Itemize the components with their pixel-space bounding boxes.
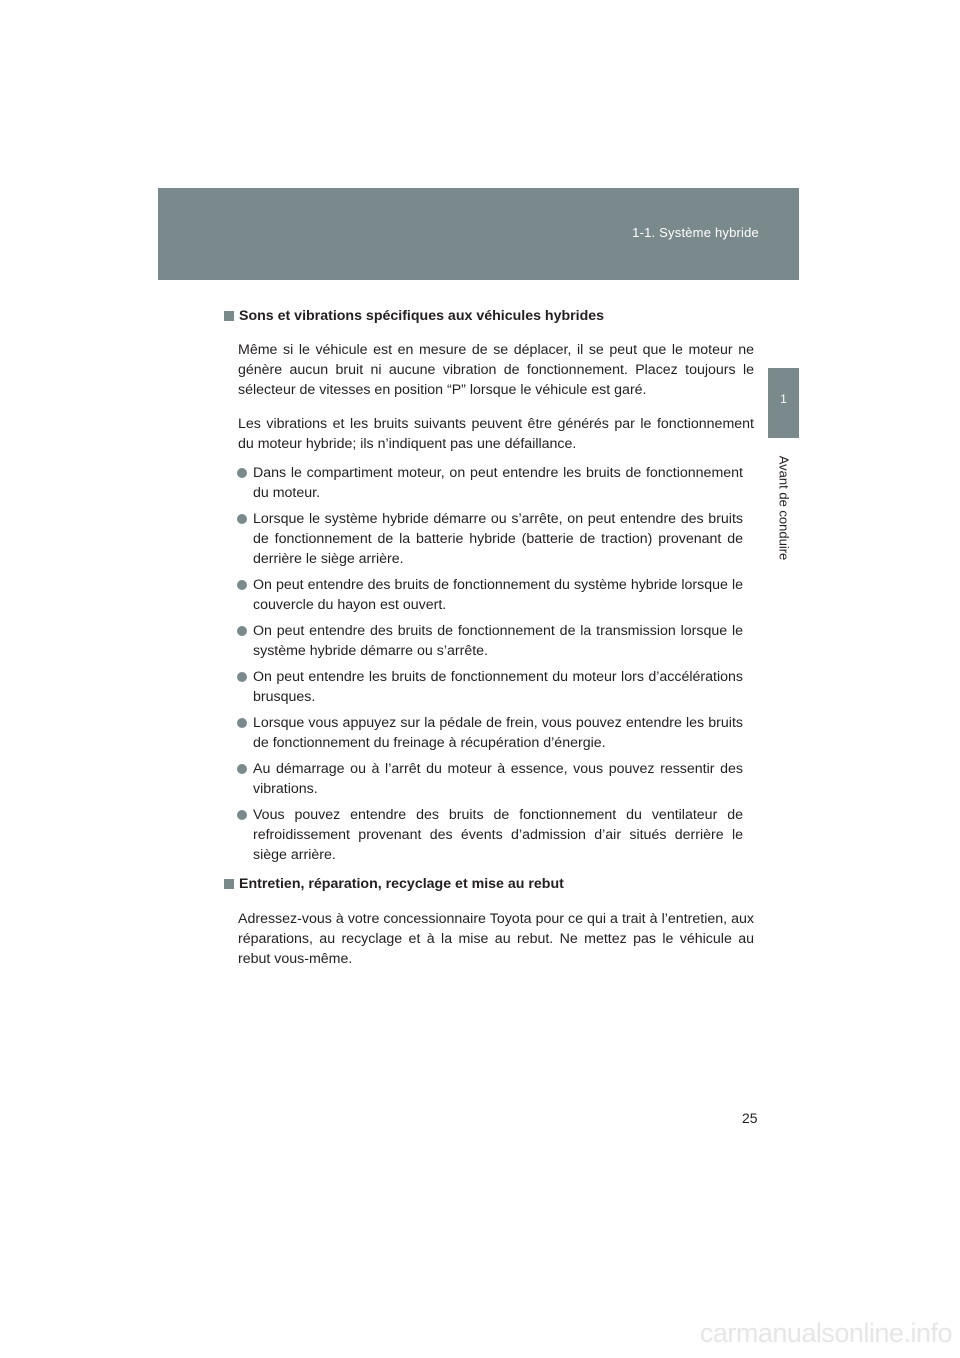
circle-bullet-icon <box>237 764 247 774</box>
list-item-text: Au démarrage ou à l’arrêt du moteur à essence, vous pouvez ressentir des vibrations. <box>253 761 743 798</box>
list-item <box>253 805 743 865</box>
paragraph: Adressez-vous à votre concessionnaire Toyota pour ce qui a trait à l’entretien, aux réparations, au recyclage et à la mise au rebut. Ne mettez pas le véhicule au rebut vous-même. <box>238 910 754 967</box>
list-item-text: Dans le compartiment moteur, on peut entendre les bruits de fonctionnement du moteur. <box>253 465 743 502</box>
list-item-text: Vous pouvez entendre des bruits de fonctionnement du ventilateur de refroidissement provenant des évents d’admission d’air situés derrière le siège arrière. <box>253 807 743 864</box>
chapter-label: Avant de conduire <box>776 455 792 561</box>
list-item-text: On peut entendre des bruits de fonctionnement du système hybride lorsque le couvercle du hayon est ouvert. <box>253 577 743 614</box>
list-item-text: On peut entendre des bruits de fonctionnement de la transmission lorsque le système hybride démarre ou s’arrête. <box>253 623 743 660</box>
bullet-list <box>224 463 754 865</box>
square-bullet-icon <box>224 879 234 889</box>
chapter-number: 1 <box>780 392 787 406</box>
list-item <box>253 759 743 799</box>
list-item <box>253 713 743 753</box>
section-heading-text: Sons et vibrations spécifiques aux véhicules hybrides <box>239 308 605 324</box>
circle-bullet-icon <box>237 580 247 590</box>
circle-bullet-icon <box>237 672 247 682</box>
list-item <box>253 621 743 661</box>
section-heading-text: Entretien, réparation, recyclage et mise au rebut <box>239 876 564 893</box>
list-item-text: On peut entendre les bruits de fonctionnement du moteur lors d’accélérations brusques. <box>253 669 743 706</box>
chapter-label-container <box>774 446 794 570</box>
circle-bullet-icon <box>237 626 247 636</box>
main-content <box>224 306 754 978</box>
circle-bullet-icon <box>237 468 247 478</box>
header-band <box>158 188 799 280</box>
page-number: 25 <box>742 1110 758 1126</box>
section-title: 1-1. Système hybride <box>632 225 759 240</box>
section-heading-maintenance <box>224 874 754 894</box>
list-item-text: Lorsque vous appuyez sur la pédale de frein, vous pouvez entendre les bruits de fonctionnement du freinage à récupération d’énergie. <box>253 715 743 752</box>
circle-bullet-icon <box>237 514 247 524</box>
list-item <box>253 509 743 569</box>
chapter-tab <box>768 368 799 438</box>
watermark: carmanualsonline.info <box>699 1318 952 1348</box>
list-item <box>253 575 743 615</box>
paragraph: Les vibrations et les bruits suivants peuvent être générés par le fonctionnement du moteur hybride; ils n’indiquent pas une défaillance. <box>238 416 754 453</box>
list-item <box>253 667 743 707</box>
list-item <box>253 463 743 503</box>
circle-bullet-icon <box>237 810 247 820</box>
paragraph: Même si le véhicule est en mesure de se déplacer, il se peut que le moteur ne génère aucun bruit ni aucune vibration de fonctionnement. Placez toujours le sélecteur de vitesses en position “P” lorsque le véhicule est garé. <box>238 342 754 399</box>
section-heading-sounds <box>224 306 754 326</box>
square-bullet-icon <box>224 311 234 321</box>
circle-bullet-icon <box>237 718 247 728</box>
list-item-text: Lorsque le système hybride démarre ou s’arrête, on peut entendre des bruits de fonctionnement de la batterie hybride (batterie de traction) provenant de derrière le siège arrière. <box>253 511 743 568</box>
